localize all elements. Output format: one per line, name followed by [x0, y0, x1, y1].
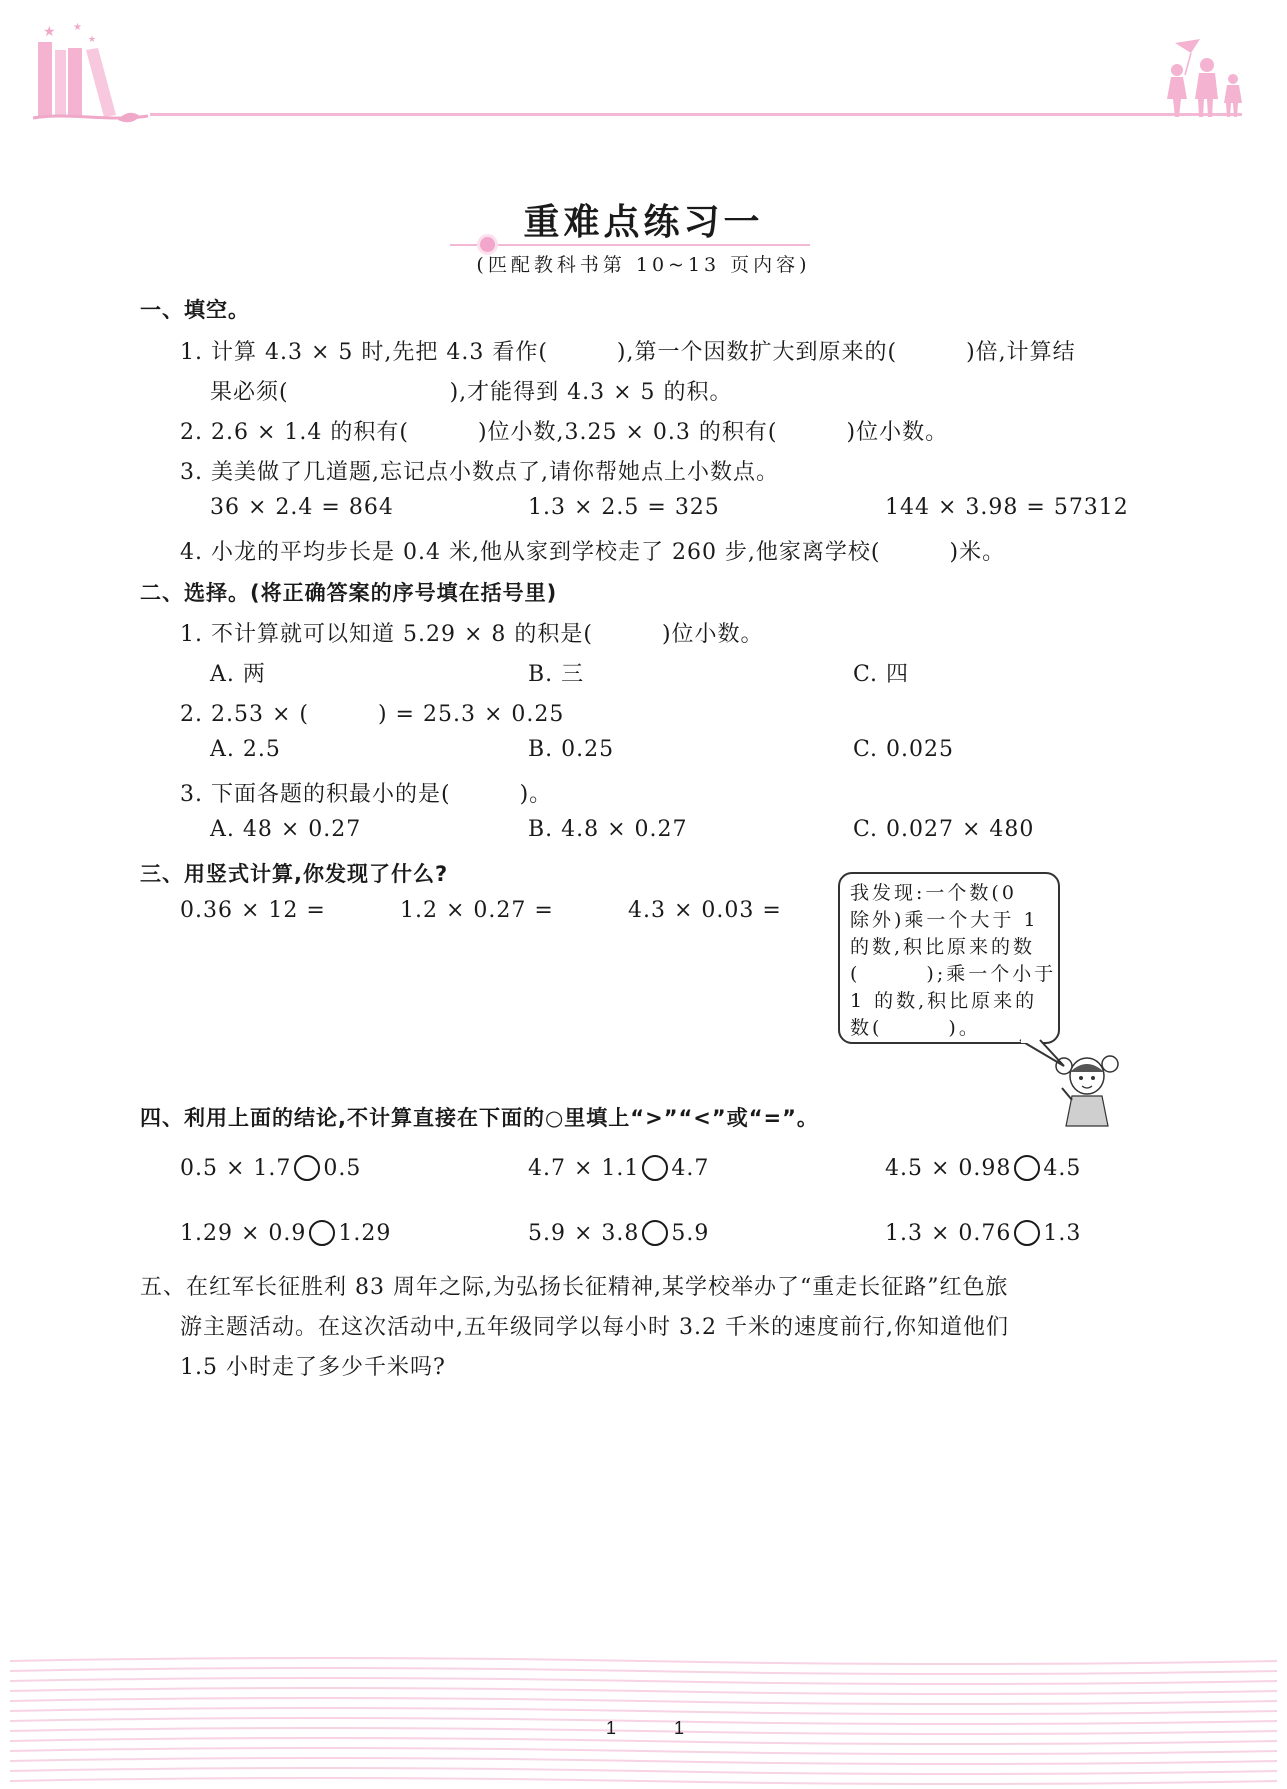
section-2-heading: 二、选择。(将正确答案的序号填在括号里) [140, 581, 558, 605]
comparison-left: 0.5 × 1.7 [180, 1156, 292, 1181]
bubble-line: 数( )。 [850, 1017, 981, 1039]
comparison-right: 0.5 [323, 1156, 362, 1181]
s1-question-1-line-2: 果必须( ),才能得到 4.3 × 5 的积。 [210, 380, 733, 405]
comparison-right: 4.5 [1043, 1156, 1082, 1181]
speech-bubble [838, 872, 1060, 1044]
bubble-line: 除外)乘一个大于 1 [850, 909, 1039, 931]
s2-q3-option-a: A. 48 × 0.27 [210, 817, 362, 842]
s2-q3-option-c: C. 0.027 × 480 [853, 817, 1035, 842]
section-5-line-1: 五、在红军长征胜利 83 周年之际,为弘扬长征精神,某学校举办了“重走长征路”红色旅 [140, 1275, 1009, 1300]
s2-q1-option-b: B. 三 [528, 662, 585, 687]
s1-question-1-line-1: 1. 计算 4.3 × 5 时,先把 4.3 看作( ),第一个因数扩大到原来的( )倍,计算结 [180, 340, 1076, 365]
section-5-line-3: 1.5 小时走了多少千米吗? [180, 1355, 446, 1380]
comparison-item [885, 1220, 1081, 1246]
page-number-digit: 1 [674, 1718, 685, 1738]
section-5-line-2: 游主题活动。在这次活动中,五年级同学以每小时 3.2 千米的速度前行,你知道他们 [180, 1315, 1009, 1340]
s2-q1-option-a: A. 两 [210, 662, 266, 687]
s1-question-3: 3. 美美做了几道题,忘记点小数点了,请你帮她点上小数点。 [180, 460, 779, 485]
section-1-heading: 一、填空。 [140, 298, 250, 322]
page-number-digit: 1 [606, 1718, 617, 1738]
comparison-left: 4.7 × 1.1 [528, 1156, 640, 1181]
page-subtitle: (匹配教科书第 10~13 页内容) [476, 254, 811, 276]
section-3-heading: 三、用竖式计算,你发现了什么? [140, 862, 449, 886]
answer-circle[interactable] [309, 1220, 335, 1246]
s1-q3-item-c: 144 × 3.98 = 57312 [885, 495, 1129, 520]
bubble-line: 1 的数,积比原来的 [850, 990, 1038, 1012]
s2-question-1: 1. 不计算就可以知道 5.29 × 8 的积是( )位小数。 [180, 622, 764, 647]
books-logo-decoration [28, 20, 153, 130]
children-silhouette-decoration [1155, 35, 1250, 120]
s1-q3-item-a: 36 × 2.4 = 864 [210, 495, 394, 520]
comparison-right: 5.9 [671, 1221, 710, 1246]
comparison-item [528, 1220, 709, 1246]
s3-expression-1: 0.36 × 12 = [180, 898, 326, 923]
s2-q3-option-b: B. 4.8 × 0.27 [528, 817, 688, 842]
comparison-item [180, 1220, 391, 1246]
answer-circle[interactable] [294, 1155, 320, 1181]
s1-question-4: 4. 小龙的平均步长是 0.4 米,他从家到学校走了 260 步,他家离学校( )米。 [180, 540, 1006, 565]
comparison-item [528, 1155, 709, 1181]
svg-text:★: ★ [73, 22, 82, 33]
s3-expression-2: 1.2 × 0.27 = [400, 898, 554, 923]
s3-expression-3: 4.3 × 0.03 = [628, 898, 782, 923]
s2-question-2: 2. 2.53 × ( ) = 25.3 × 0.25 [180, 702, 565, 727]
s1-q3-item-b: 1.3 × 2.5 = 325 [528, 495, 720, 520]
answer-circle[interactable] [1014, 1155, 1040, 1181]
comparison-left: 5.9 × 3.8 [528, 1221, 640, 1246]
title-rule [450, 244, 810, 246]
s2-q2-option-c: C. 0.025 [853, 737, 955, 762]
answer-circle[interactable] [642, 1155, 668, 1181]
answer-circle[interactable] [1014, 1220, 1040, 1246]
comparison-item [885, 1155, 1081, 1181]
s1-question-2: 2. 2.6 × 1.4 的积有( )位小数,3.25 × 0.3 的积有( )位小数。 [180, 420, 949, 445]
comparison-right: 4.7 [671, 1156, 710, 1181]
svg-text:★: ★ [88, 35, 97, 45]
bubble-line: 我发现:一个数(0 [850, 882, 1017, 904]
section-4-heading: 四、利用上面的结论,不计算直接在下面的○里填上“>”“<”或“=”。 [140, 1106, 819, 1130]
comparison-left: 1.29 × 0.9 [180, 1221, 307, 1246]
comparison-left: 4.5 × 0.98 [885, 1156, 1012, 1181]
s2-q1-option-c: C. 四 [853, 662, 910, 687]
comparison-left: 1.3 × 0.76 [885, 1221, 1012, 1246]
answer-circle[interactable] [642, 1220, 668, 1246]
s2-q2-option-a: A. 2.5 [210, 737, 281, 762]
bubble-line: 的数,积比原来的数 [850, 936, 1036, 958]
s2-q2-option-b: B. 0.25 [528, 737, 615, 762]
footer-stripes [10, 1655, 1277, 1789]
bubble-line: ( );乘一个小于 [850, 963, 1057, 985]
girl-illustration [1052, 1050, 1122, 1128]
comparison-item [180, 1155, 361, 1181]
comparison-right: 1.3 [1043, 1221, 1082, 1246]
header-rule [150, 113, 1242, 116]
s2-question-3: 3. 下面各题的积最小的是( )。 [180, 782, 553, 807]
page-title: 重难点练习一 [523, 201, 764, 243]
comparison-right: 1.29 [338, 1221, 392, 1246]
svg-text:★: ★ [43, 24, 56, 40]
